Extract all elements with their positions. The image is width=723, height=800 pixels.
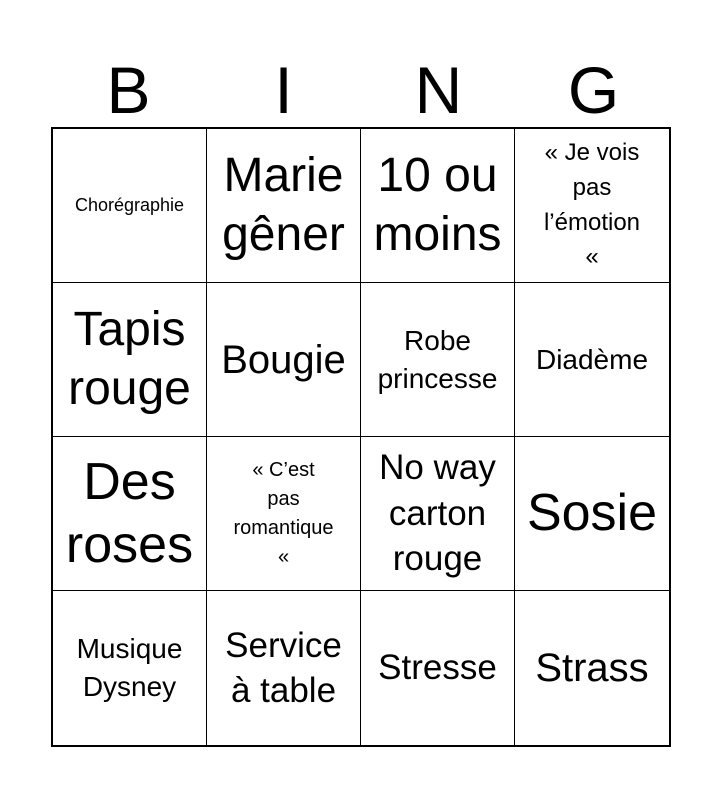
bingo-cell[interactable] — [361, 129, 515, 283]
bingo-cell[interactable] — [361, 437, 515, 591]
bingo-cell[interactable] — [53, 591, 207, 745]
header-letter-g: G — [567, 53, 620, 127]
header-letter-i: I — [274, 53, 293, 127]
bingo-cell[interactable] — [207, 437, 361, 591]
header-letter-b: B — [106, 53, 151, 127]
bingo-cell[interactable] — [515, 437, 669, 591]
cell-label: Robe princesse — [377, 324, 498, 394]
bingo-cell[interactable] — [207, 591, 361, 745]
cell-label: Service à table — [225, 625, 342, 710]
cell-label: No way carton rouge — [379, 448, 496, 579]
bingo-cell[interactable] — [515, 129, 669, 283]
cell-label: Sosie — [526, 484, 658, 543]
cell-label: Marie gêner — [222, 148, 345, 261]
header-letter-n: N — [414, 53, 463, 127]
bingo-cell[interactable] — [361, 591, 515, 745]
cell-label: Musique Dysney — [76, 633, 183, 702]
cell-label: Bougie — [221, 337, 346, 382]
bingo-header — [51, 52, 671, 128]
bingo-cell[interactable] — [515, 591, 669, 745]
cell-label: 10 ou moins — [373, 148, 502, 261]
bingo-cell[interactable] — [515, 283, 669, 437]
cell-label: Stresse — [378, 648, 497, 688]
bingo-cell[interactable] — [361, 283, 515, 437]
bingo-cell[interactable] — [207, 283, 361, 437]
bingo-cell[interactable] — [207, 129, 361, 283]
bingo-board — [51, 127, 671, 747]
cell-label: Diadème — [535, 343, 649, 375]
bingo-cell[interactable] — [53, 129, 207, 283]
cell-label: Chorégraphie — [74, 195, 185, 216]
cell-label: « Je vois pas l’émotion « — [543, 138, 641, 271]
bingo-cell[interactable] — [53, 437, 207, 591]
cell-label: Tapis rouge — [68, 302, 191, 415]
cell-label: « C’est pas romantique « — [233, 458, 334, 568]
cell-label: Des roses — [65, 453, 194, 574]
bingo-cell[interactable] — [53, 283, 207, 437]
cell-label: Strass — [535, 646, 649, 690]
